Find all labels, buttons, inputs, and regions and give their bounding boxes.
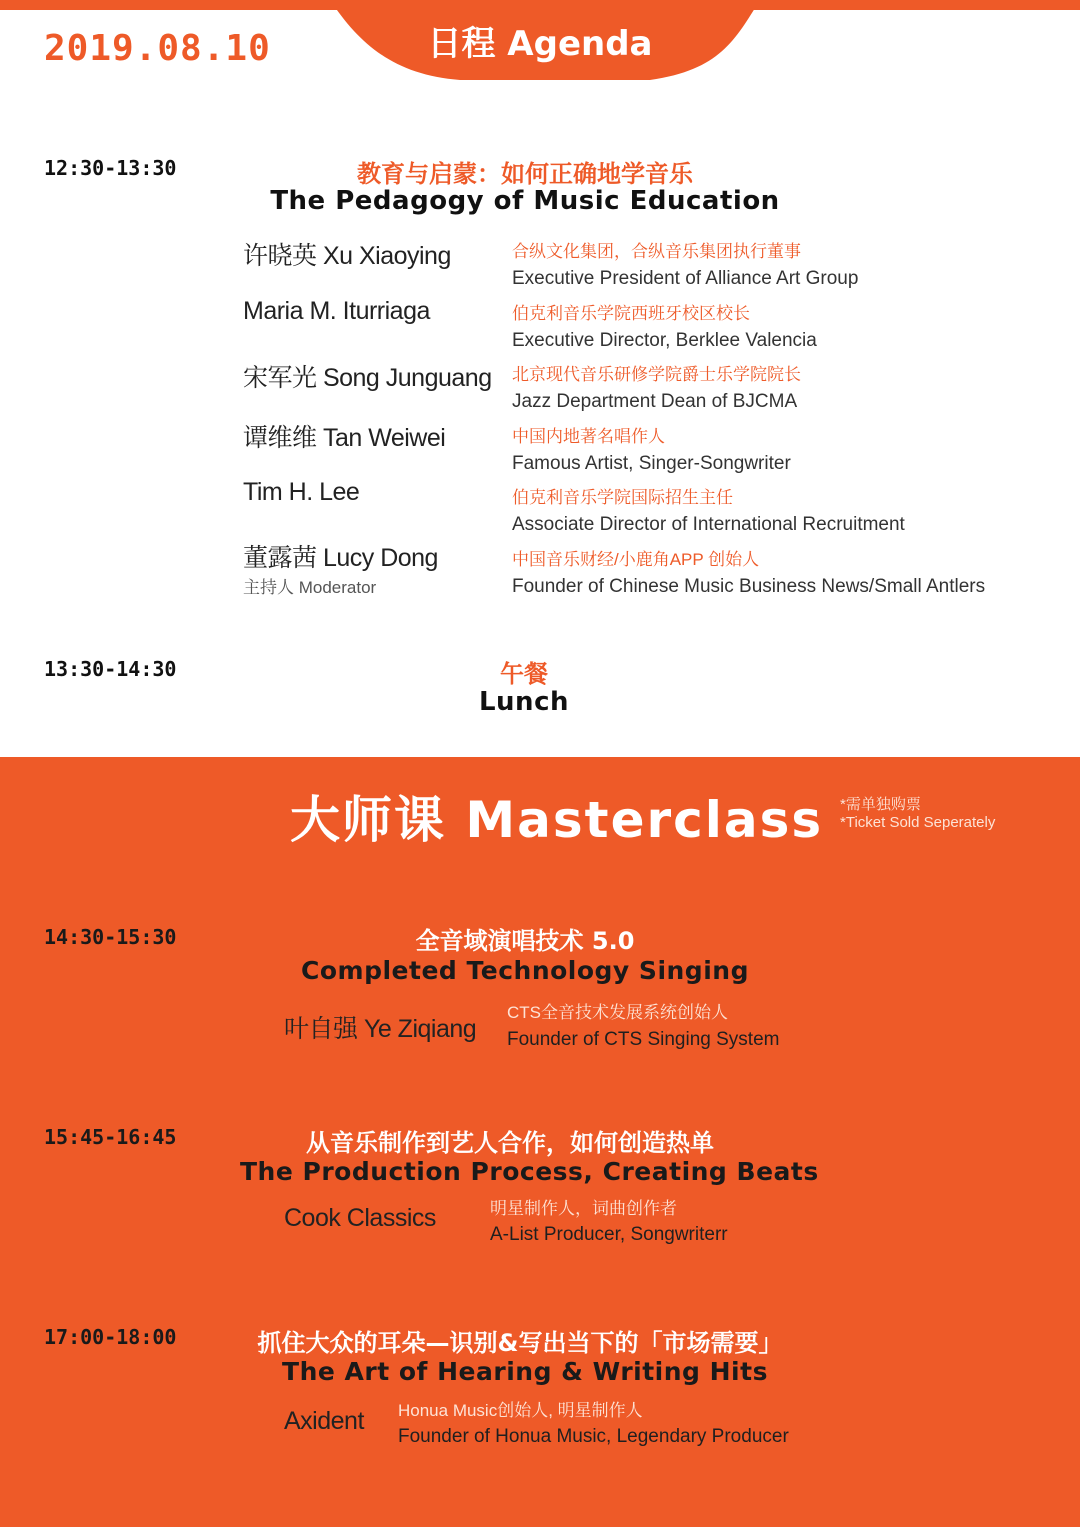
session-title-cn: 教育与启蒙：如何正确地学音乐 (357, 160, 693, 188)
masterclass-speaker-role-cn: CTS全音技术发展系统创始人 (507, 1003, 728, 1022)
masterclass-title-en: The Production Process, Creating Beats (240, 1157, 819, 1186)
masterclass-title-en: Completed Technology Singing (301, 956, 749, 985)
speaker-role-cn: 伯克利音乐学院国际招生主任 (512, 488, 733, 507)
speaker-role-en: Executive President of Alliance Art Group (512, 268, 859, 289)
speaker-name: 董露茜 Lucy Dong (243, 544, 438, 572)
moderator-label: 主持人 Moderator (243, 578, 377, 597)
ticket-note-en: *Ticket Sold Seperately (840, 814, 996, 831)
speaker-role-en: Associate Director of International Recruitment (512, 514, 905, 535)
speaker-name: 宋军光 Song Junguang (243, 364, 492, 392)
masterclass-time: 15:45-16:45 (44, 1125, 177, 1149)
masterclass-speaker-role-cn: Honua Music创始人, 明星制作人 (398, 1401, 643, 1420)
event-date: 2019.08.10 (44, 28, 271, 69)
speaker-role-en: Famous Artist, Singer-Songwriter (512, 453, 791, 474)
session-title-en: The Pedagogy of Music Education (270, 186, 780, 216)
lunch-time: 13:30-14:30 (44, 657, 177, 681)
speaker-role-cn: 北京现代音乐研修学院爵士乐学院院长 (512, 365, 801, 384)
ticket-note-cn: *需单独购票 (840, 796, 921, 813)
masterclass-speaker-name: Axident (284, 1407, 364, 1435)
session-time: 12:30-13:30 (44, 156, 177, 180)
speaker-name: 许晓英 Xu Xiaoying (243, 242, 451, 270)
page-title: 日程 Agenda (427, 24, 653, 64)
masterclass-time: 14:30-15:30 (44, 925, 177, 949)
speaker-role-en: Executive Director, Berklee Valencia (512, 330, 817, 351)
masterclass-title-cn: 全音域演唱技术 5.0 (415, 927, 635, 955)
speaker-role-cn: 伯克利音乐学院西班牙校区校长 (512, 304, 750, 323)
speaker-role-cn: 中国内地著名唱作人 (512, 427, 665, 446)
lunch-title-en: Lunch (478, 687, 569, 717)
speaker-role-en: Founder of Chinese Music Business News/Small Antlers (512, 576, 986, 597)
masterclass-title: 大师课 Masterclass (290, 791, 824, 849)
masterclass-speaker-role-en: Founder of Honua Music, Legendary Producer (398, 1426, 789, 1447)
masterclass-title-en: The Art of Hearing & Writing Hits (282, 1357, 768, 1386)
speaker-role-cn: 中国音乐财经/小鹿角APP 创始人 (512, 550, 760, 569)
masterclass-title-cn: 从音乐制作到艺人合作，如何创造热单 (306, 1129, 714, 1157)
masterclass-speaker-role-en: A-List Producer, Songwriterr (490, 1224, 728, 1245)
speaker-role-en: Jazz Department Dean of BJCMA (512, 391, 798, 412)
speaker-name: Maria M. Iturriaga (243, 297, 430, 325)
masterclass-speaker-name: Cook Classics (284, 1204, 436, 1232)
lunch-title-cn: 午餐 (500, 660, 548, 688)
masterclass-speaker-role-en: Founder of CTS Singing System (507, 1029, 780, 1050)
speaker-role-cn: 合纵文化集团，合纵音乐集团执行董事 (512, 242, 801, 261)
masterclass-title-cn: 抓住大众的耳朵—识别&写出当下的「市场需要」 (257, 1329, 783, 1357)
speaker-name: 谭维维 Tan Weiwei (243, 424, 446, 452)
masterclass-speaker-role-cn: 明星制作人，词曲创作者 (490, 1199, 677, 1218)
speaker-name: Tim H. Lee (243, 478, 360, 506)
masterclass-speaker-name: 叶自强 Ye Ziqiang (284, 1015, 477, 1043)
masterclass-time: 17:00-18:00 (44, 1325, 177, 1349)
